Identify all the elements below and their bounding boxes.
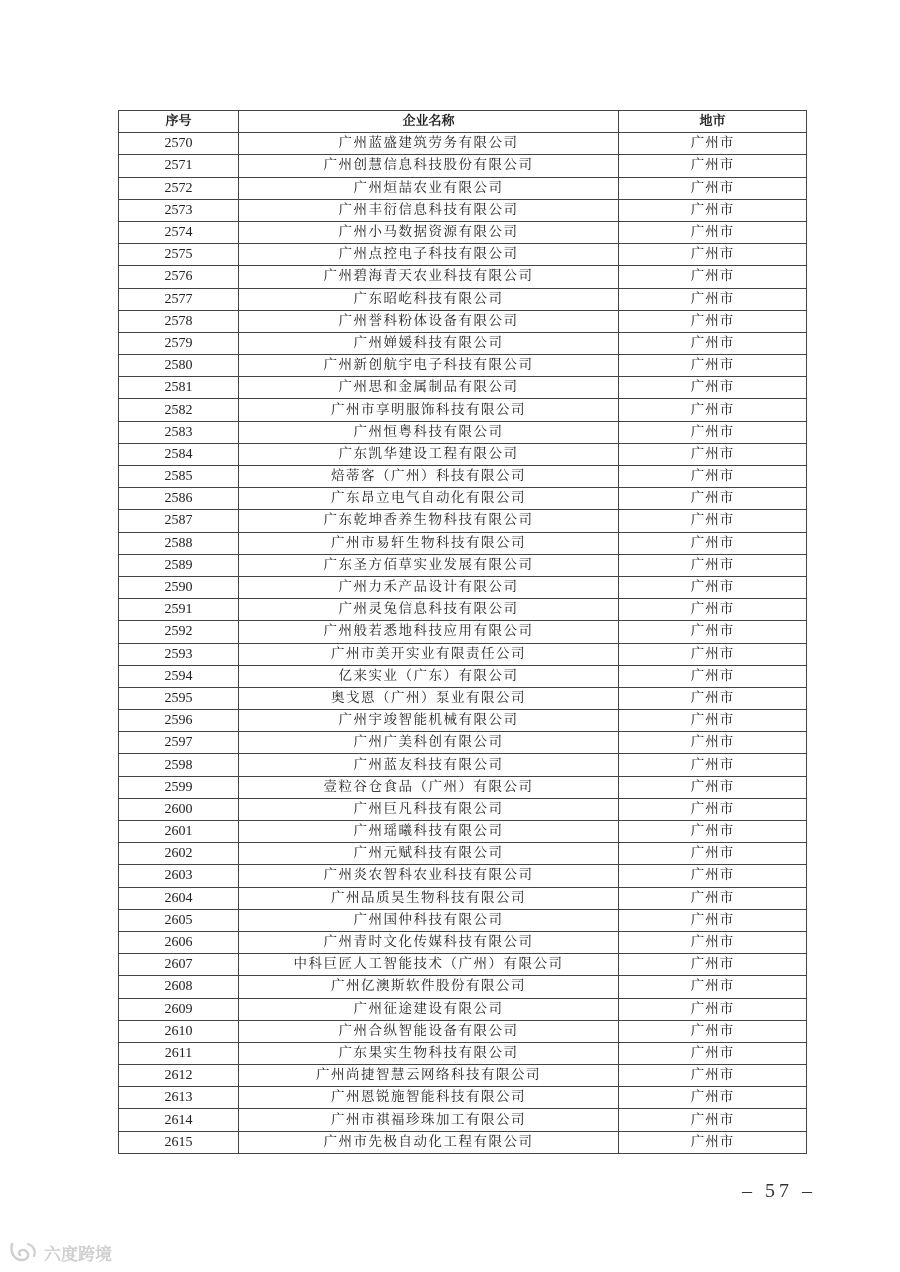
company-name: 广州市祺福珍珠加工有限公司: [239, 1109, 619, 1131]
company-name: 广东圣方佰草实业发展有限公司: [239, 554, 619, 576]
company-name: 广州创慧信息科技股份有限公司: [239, 155, 619, 177]
city-name: 广州市: [619, 865, 807, 887]
company-name: 广州瑶曦科技有限公司: [239, 821, 619, 843]
table-row: [119, 466, 807, 488]
table-row: [119, 266, 807, 288]
row-index: 2577: [119, 288, 239, 310]
row-index: 2572: [119, 177, 239, 199]
row-index: 2601: [119, 821, 239, 843]
row-index: 2573: [119, 199, 239, 221]
row-index: 2602: [119, 843, 239, 865]
table-row: [119, 821, 807, 843]
city-name: 广州市: [619, 976, 807, 998]
city-name: 广州市: [619, 488, 807, 510]
table-row: [119, 1020, 807, 1042]
row-index: 2599: [119, 776, 239, 798]
city-name: 广州市: [619, 332, 807, 354]
table-row: [119, 355, 807, 377]
city-name: 广州市: [619, 133, 807, 155]
company-name: 广州巨凡科技有限公司: [239, 798, 619, 820]
row-index: 2612: [119, 1065, 239, 1087]
table-row: [119, 421, 807, 443]
row-index: 2593: [119, 643, 239, 665]
city-name: 广州市: [619, 776, 807, 798]
company-name: 广东昂立电气自动化有限公司: [239, 488, 619, 510]
city-name: 广州市: [619, 155, 807, 177]
swirl-logo-icon: [8, 1240, 38, 1264]
table-row: [119, 377, 807, 399]
company-name: 广州青时文化传媒科技有限公司: [239, 931, 619, 953]
table-row: [119, 399, 807, 421]
company-name: 广东凯华建设工程有限公司: [239, 443, 619, 465]
company-name: 广州蓝友科技有限公司: [239, 754, 619, 776]
table-row: [119, 288, 807, 310]
table-row: [119, 1109, 807, 1131]
city-name: 广州市: [619, 177, 807, 199]
table-row: [119, 244, 807, 266]
table-row: [119, 488, 807, 510]
table-row: [119, 865, 807, 887]
city-name: 广州市: [619, 599, 807, 621]
table-row: [119, 732, 807, 754]
company-name: 广州蓝盛建筑劳务有限公司: [239, 133, 619, 155]
row-index: 2614: [119, 1109, 239, 1131]
city-name: 广州市: [619, 532, 807, 554]
city-name: 广州市: [619, 1042, 807, 1064]
row-index: 2586: [119, 488, 239, 510]
company-name: 奥戈恩（广州）泵业有限公司: [239, 687, 619, 709]
city-name: 广州市: [619, 909, 807, 931]
company-name: 广州品质昊生物科技有限公司: [239, 887, 619, 909]
city-name: 广州市: [619, 1109, 807, 1131]
company-name: 广州新创航宇电子科技有限公司: [239, 355, 619, 377]
row-index: 2580: [119, 355, 239, 377]
row-index: 2585: [119, 466, 239, 488]
row-index: 2611: [119, 1042, 239, 1064]
row-index: 2589: [119, 554, 239, 576]
table-header-row: [119, 111, 807, 133]
row-index: 2587: [119, 510, 239, 532]
city-name: 广州市: [619, 288, 807, 310]
city-name: 广州市: [619, 887, 807, 909]
city-name: 广州市: [619, 554, 807, 576]
company-name: 广东果实生物科技有限公司: [239, 1042, 619, 1064]
table-row: [119, 1087, 807, 1109]
row-index: 2594: [119, 665, 239, 687]
city-name: 广州市: [619, 266, 807, 288]
company-name: 广州炎农智科农业科技有限公司: [239, 865, 619, 887]
company-name: 焙蒂客（广州）科技有限公司: [239, 466, 619, 488]
table-row: [119, 687, 807, 709]
table-row: [119, 710, 807, 732]
row-index: 2591: [119, 599, 239, 621]
table-row: [119, 998, 807, 1020]
company-name: 广州恩锐施智能科技有限公司: [239, 1087, 619, 1109]
company-name: 广州灵兔信息科技有限公司: [239, 599, 619, 621]
city-name: 广州市: [619, 954, 807, 976]
city-name: 广州市: [619, 421, 807, 443]
city-name: 广州市: [619, 1020, 807, 1042]
row-index: 2584: [119, 443, 239, 465]
column-header-index: 序号: [119, 111, 239, 133]
row-index: 2596: [119, 710, 239, 732]
table-row: [119, 954, 807, 976]
city-name: 广州市: [619, 221, 807, 243]
company-name: 广东昭屹科技有限公司: [239, 288, 619, 310]
company-name: 广州国仲科技有限公司: [239, 909, 619, 931]
table-row: [119, 443, 807, 465]
company-name: 广州亿澳斯软件股份有限公司: [239, 976, 619, 998]
city-name: 广州市: [619, 244, 807, 266]
row-index: 2588: [119, 532, 239, 554]
row-index: 2579: [119, 332, 239, 354]
row-index: 2604: [119, 887, 239, 909]
table-row: [119, 576, 807, 598]
city-name: 广州市: [619, 665, 807, 687]
company-name: 广州尚捷智慧云网络科技有限公司: [239, 1065, 619, 1087]
city-name: 广州市: [619, 710, 807, 732]
row-index: 2581: [119, 377, 239, 399]
table-row: [119, 976, 807, 998]
company-name: 广州元赋科技有限公司: [239, 843, 619, 865]
company-name: 中科巨匠人工智能技术（广州）有限公司: [239, 954, 619, 976]
row-index: 2613: [119, 1087, 239, 1109]
watermark-text: 六度跨境: [44, 1244, 112, 1265]
company-name: 广州小马数据资源有限公司: [239, 221, 619, 243]
city-name: 广州市: [619, 1131, 807, 1153]
table-row: [119, 798, 807, 820]
company-name: 广州烜喆农业有限公司: [239, 177, 619, 199]
table-row: [119, 532, 807, 554]
table-row: [119, 133, 807, 155]
company-name: 广州市先极自动化工程有限公司: [239, 1131, 619, 1153]
column-header-city: 地市: [619, 111, 807, 133]
row-index: 2603: [119, 865, 239, 887]
table-row: [119, 754, 807, 776]
company-name: 广州点控电子科技有限公司: [239, 244, 619, 266]
table-row: [119, 931, 807, 953]
company-name: 广州丰衍信息科技有限公司: [239, 199, 619, 221]
table-row: [119, 155, 807, 177]
company-name: 广东乾坤香养生物科技有限公司: [239, 510, 619, 532]
row-index: 2574: [119, 221, 239, 243]
city-name: 广州市: [619, 798, 807, 820]
city-name: 广州市: [619, 355, 807, 377]
company-name: 广州誉科粉体设备有限公司: [239, 310, 619, 332]
company-name: 广州市享明服饰科技有限公司: [239, 399, 619, 421]
city-name: 广州市: [619, 576, 807, 598]
table-row: [119, 1065, 807, 1087]
city-name: 广州市: [619, 1087, 807, 1109]
company-name: 壹粒谷仓食品（广州）有限公司: [239, 776, 619, 798]
row-index: 2605: [119, 909, 239, 931]
row-index: 2597: [119, 732, 239, 754]
row-index: 2610: [119, 1020, 239, 1042]
row-index: 2598: [119, 754, 239, 776]
row-index: 2600: [119, 798, 239, 820]
city-name: 广州市: [619, 643, 807, 665]
company-name: 广州恒粤科技有限公司: [239, 421, 619, 443]
row-index: 2609: [119, 998, 239, 1020]
company-name: 广州市美开实业有限责任公司: [239, 643, 619, 665]
company-name: 广州宇竣智能机械有限公司: [239, 710, 619, 732]
row-index: 2582: [119, 399, 239, 421]
city-name: 广州市: [619, 1065, 807, 1087]
row-index: 2576: [119, 266, 239, 288]
table-row: [119, 621, 807, 643]
row-index: 2606: [119, 931, 239, 953]
city-name: 广州市: [619, 466, 807, 488]
row-index: 2590: [119, 576, 239, 598]
table-row: [119, 199, 807, 221]
city-name: 广州市: [619, 931, 807, 953]
company-name: 广州力禾产品设计有限公司: [239, 576, 619, 598]
row-index: 2592: [119, 621, 239, 643]
watermark: [8, 1240, 112, 1264]
table-row: [119, 310, 807, 332]
company-name: 广州婵媛科技有限公司: [239, 332, 619, 354]
enterprise-list-table: [118, 110, 807, 1154]
city-name: 广州市: [619, 443, 807, 465]
company-name: 亿来实业（广东）有限公司: [239, 665, 619, 687]
company-name: 广州征途建设有限公司: [239, 998, 619, 1020]
column-header-company: 企业名称: [239, 111, 619, 133]
city-name: 广州市: [619, 310, 807, 332]
city-name: 广州市: [619, 399, 807, 421]
row-index: 2583: [119, 421, 239, 443]
row-index: 2571: [119, 155, 239, 177]
company-name: 广州市易轩生物科技有限公司: [239, 532, 619, 554]
city-name: 广州市: [619, 821, 807, 843]
company-name: 广州般若悉地科技应用有限公司: [239, 621, 619, 643]
row-index: 2570: [119, 133, 239, 155]
city-name: 广州市: [619, 843, 807, 865]
table-row: [119, 776, 807, 798]
table-row: [119, 665, 807, 687]
city-name: 广州市: [619, 199, 807, 221]
row-index: 2608: [119, 976, 239, 998]
city-name: 广州市: [619, 754, 807, 776]
city-name: 广州市: [619, 377, 807, 399]
table-row: [119, 887, 807, 909]
table-row: [119, 332, 807, 354]
company-name: 广州广美科创有限公司: [239, 732, 619, 754]
table-row: [119, 1042, 807, 1064]
table-row: [119, 909, 807, 931]
table-row: [119, 177, 807, 199]
table-body: [119, 133, 807, 1154]
company-name: 广州碧海青天农业科技有限公司: [239, 266, 619, 288]
city-name: 广州市: [619, 510, 807, 532]
company-name: 广州思和金属制品有限公司: [239, 377, 619, 399]
city-name: 广州市: [619, 621, 807, 643]
row-index: 2615: [119, 1131, 239, 1153]
city-name: 广州市: [619, 687, 807, 709]
table-row: [119, 643, 807, 665]
city-name: 广州市: [619, 998, 807, 1020]
city-name: 广州市: [619, 732, 807, 754]
table-row: [119, 599, 807, 621]
table-row: [119, 843, 807, 865]
row-index: 2578: [119, 310, 239, 332]
row-index: 2595: [119, 687, 239, 709]
page-number: – 57 –: [742, 1180, 816, 1202]
row-index: 2575: [119, 244, 239, 266]
table-row: [119, 1131, 807, 1153]
table-row: [119, 221, 807, 243]
row-index: 2607: [119, 954, 239, 976]
company-name: 广州合纵智能设备有限公司: [239, 1020, 619, 1042]
table-row: [119, 510, 807, 532]
table-row: [119, 554, 807, 576]
